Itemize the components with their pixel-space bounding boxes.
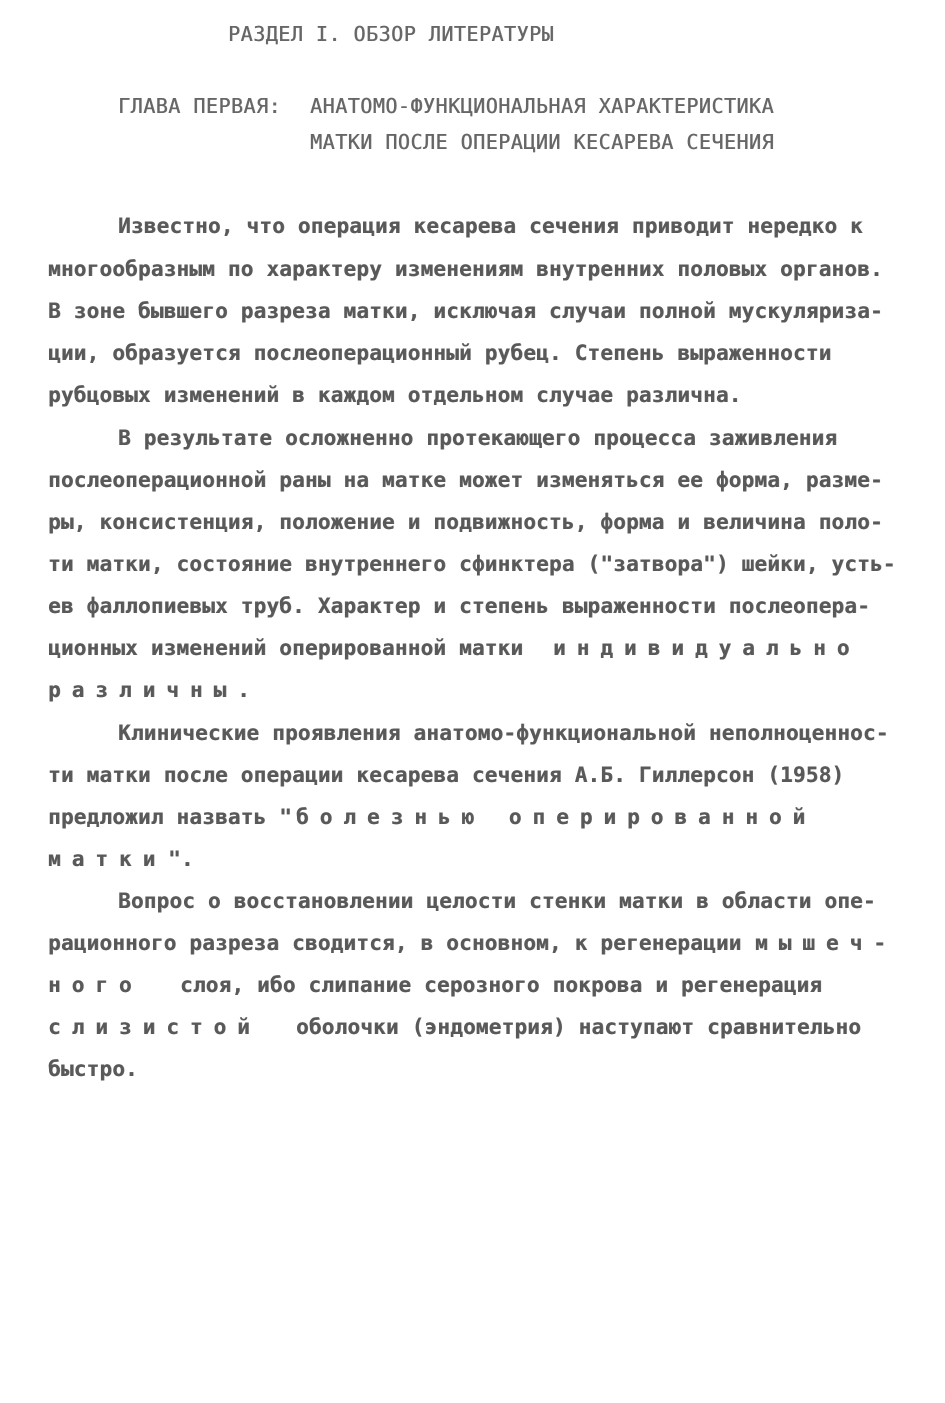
paragraph-3-line-2: ти матки после операции кесарева сечения А.Б. Гиллерсон (1958)	[48, 763, 845, 787]
paragraph-4-line-3: слоя, ибо слипание серозного покрова и регенерация	[180, 973, 823, 997]
paragraph-4-line-2: рационного разреза сводится, в основном, к регенерации	[48, 931, 742, 955]
paragraph-1-line-2: многообразным по характеру изменениям внутренних половых органов.	[48, 257, 883, 281]
paragraph-2-line-4: ти матки, состояние внутреннего сфинктера ("затвора") шейки, усть-	[48, 552, 896, 576]
paragraph-3-end-quote: ".	[168, 847, 194, 871]
spaced-word-slizistoy: слизистой	[48, 1015, 261, 1039]
spaced-word-nogo: ного	[48, 973, 143, 997]
paragraph-1-line-1: Известно, что операция кесарева сечения приводит нередко к	[118, 214, 863, 238]
paragraph-3-line-1: Клинические проявления анатомо-функциональной неполноценнос-	[118, 721, 889, 745]
section-heading: РАЗДЕЛ I. ОБЗОР ЛИТЕРАТУРЫ	[228, 22, 555, 46]
paragraph-1-line-5: рубцовых изменений в каждом отдельном случае различна.	[48, 383, 742, 407]
paragraph-4-line-1: Вопрос о восстановлении целости стенки матки в области опе-	[118, 889, 876, 913]
paragraph-2-line-6: ционных изменений оперированной матки	[48, 636, 524, 660]
paragraph-4-line-4: оболочки (эндометрия) наступают сравнительно	[296, 1015, 862, 1039]
chapter-title-line-1: АНАТОМО-ФУНКЦИОНАЛЬНАЯ ХАРАКТЕРИСТИКА	[310, 94, 775, 118]
spaced-word-myshech: мышеч-	[755, 931, 897, 955]
paragraph-2-line-2: послеоперационной раны на матке может изменяться ее форма, разме-	[48, 468, 883, 492]
paragraph-2-line-1: В результате осложненно протекающего процесса заживления	[118, 426, 838, 450]
paragraph-4-line-5: быстро.	[48, 1057, 138, 1081]
spaced-word-razlichny: различны.	[48, 678, 261, 702]
spaced-phrase-bolezn-operirovannoy: болезнью оперированной	[296, 805, 817, 829]
paragraph-2-line-5: ев фаллопиевых труб. Характер и степень выраженности послеопера-	[48, 594, 870, 618]
chapter-title-line-2: МАТКИ ПОСЛЕ ОПЕРАЦИИ КЕСАРЕВА СЕЧЕНИЯ	[310, 130, 775, 154]
spaced-word-matki: матки	[48, 847, 167, 871]
paragraph-1-line-3: В зоне бывшего разреза матки, исключая случаи полной мускуляриза-	[48, 299, 883, 323]
spaced-word-individualno: индивидуально	[553, 636, 861, 660]
paragraph-3-line-3: предложил назвать "	[48, 805, 293, 829]
chapter-label: ГЛАВА ПЕРВАЯ:	[118, 94, 282, 118]
paragraph-2-line-3: ры, консистенция, положение и подвижность, форма и величина поло-	[48, 510, 883, 534]
paragraph-1-line-4: ции, образуется послеоперационный рубец. Степень выраженности	[48, 341, 832, 365]
